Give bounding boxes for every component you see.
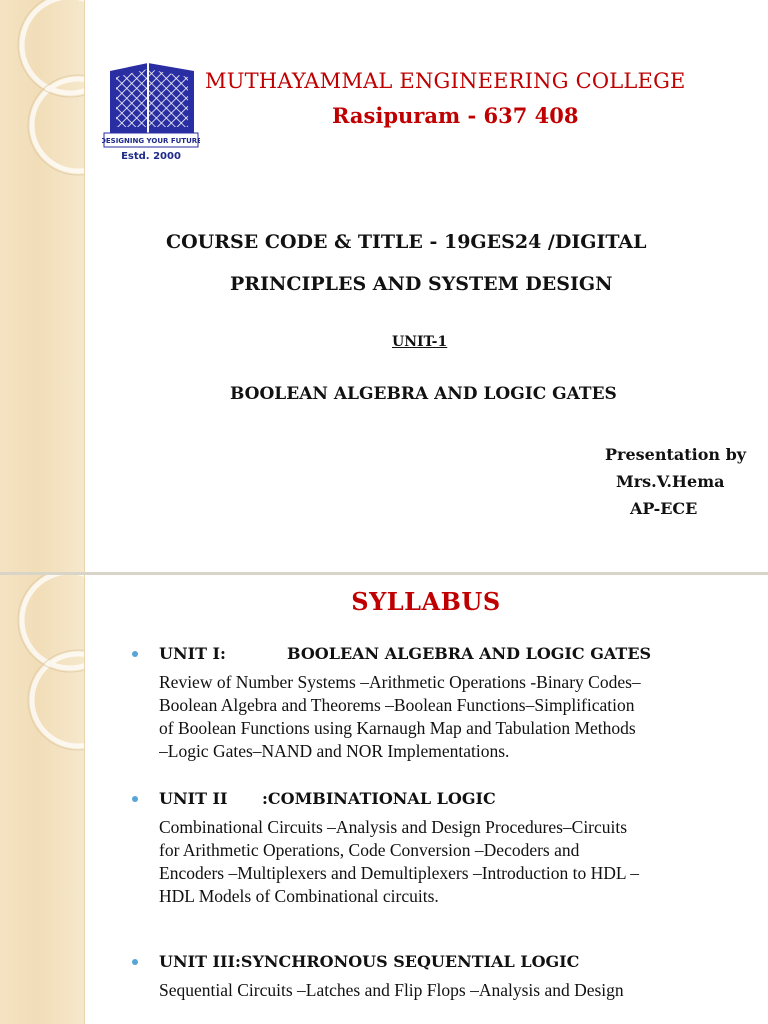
unit-description-line: HDL Models of Combinational circuits. — [159, 886, 439, 906]
unit-heading — [132, 787, 752, 811]
unit-description — [132, 671, 752, 763]
unit-block — [132, 642, 752, 763]
unit-description-line: of Boolean Functions using Karnaugh Map and Tabulation Methods — [159, 718, 636, 738]
unit-block — [132, 950, 752, 1002]
unit-heading — [132, 950, 752, 974]
college-logo — [102, 63, 200, 163]
unit-heading-title: :COMBINATIONAL LOGIC — [262, 789, 496, 808]
bullet-icon — [132, 651, 138, 657]
bullet-icon — [132, 959, 138, 965]
presenter-line-1: Presentation by — [605, 445, 747, 464]
unit-code: UNIT I: — [159, 644, 226, 663]
college-place: Rasipuram - 637 408 — [332, 103, 579, 128]
unit-description-line: Encoders –Multiplexers and Demultiplexers –Introduction to HDL – — [159, 863, 640, 883]
unit-code: UNIT II — [159, 789, 228, 808]
logo-tagline: DESIGNING YOUR FUTURE — [102, 137, 200, 145]
unit-heading-title: BOOLEAN ALGEBRA AND LOGIC GATES — [287, 644, 652, 663]
college-logo-icon — [102, 63, 200, 151]
syllabus-title: SYLLABUS — [351, 587, 501, 616]
unit-title: BOOLEAN ALGEBRA AND LOGIC GATES — [230, 384, 617, 404]
bullet-icon — [132, 796, 138, 802]
decorative-side-strip — [0, 575, 85, 1024]
unit-description-line: for Arithmetic Operations, Code Conversion –Decoders and — [159, 840, 580, 860]
unit-description — [132, 816, 752, 908]
unit-code: UNIT III:SYNCHRONOUS SEQUENTIAL LOGIC — [159, 952, 580, 971]
unit-label: UNIT-1 — [392, 334, 448, 350]
presenter-info — [590, 441, 760, 522]
unit-description-line: Sequential Circuits –Latches and Flip Flops –Analysis and Design — [159, 980, 624, 1000]
decorative-side-strip — [0, 0, 85, 572]
unit-description-line: Boolean Algebra and Theorems –Boolean Functions–Simplification — [159, 695, 635, 715]
established-year: Estd. 2000 — [121, 151, 181, 162]
unit-description-line: Combinational Circuits –Analysis and Design Procedures–Circuits — [159, 817, 628, 837]
unit-description-line: Review of Number Systems –Arithmetic Operations -Binary Codes– — [159, 672, 641, 692]
syllabus-units — [132, 642, 752, 1002]
unit-description — [132, 979, 752, 1002]
presenter-designation: AP-ECE — [630, 499, 698, 518]
unit-block — [132, 787, 752, 908]
course-title-line-2: PRINCIPLES AND SYSTEM DESIGN — [230, 273, 613, 295]
unit-description-line: –Logic Gates–NAND and NOR Implementations. — [159, 741, 510, 761]
syllabus-slide — [0, 575, 768, 1024]
course-title-line-1: COURSE CODE & TITLE - 19GES24 /DIGITAL — [166, 231, 647, 253]
college-name: MUTHAYAMMAL ENGINEERING COLLEGE — [205, 69, 686, 93]
presenter-name: Mrs.V.Hema — [616, 472, 725, 491]
unit-heading — [132, 642, 752, 666]
